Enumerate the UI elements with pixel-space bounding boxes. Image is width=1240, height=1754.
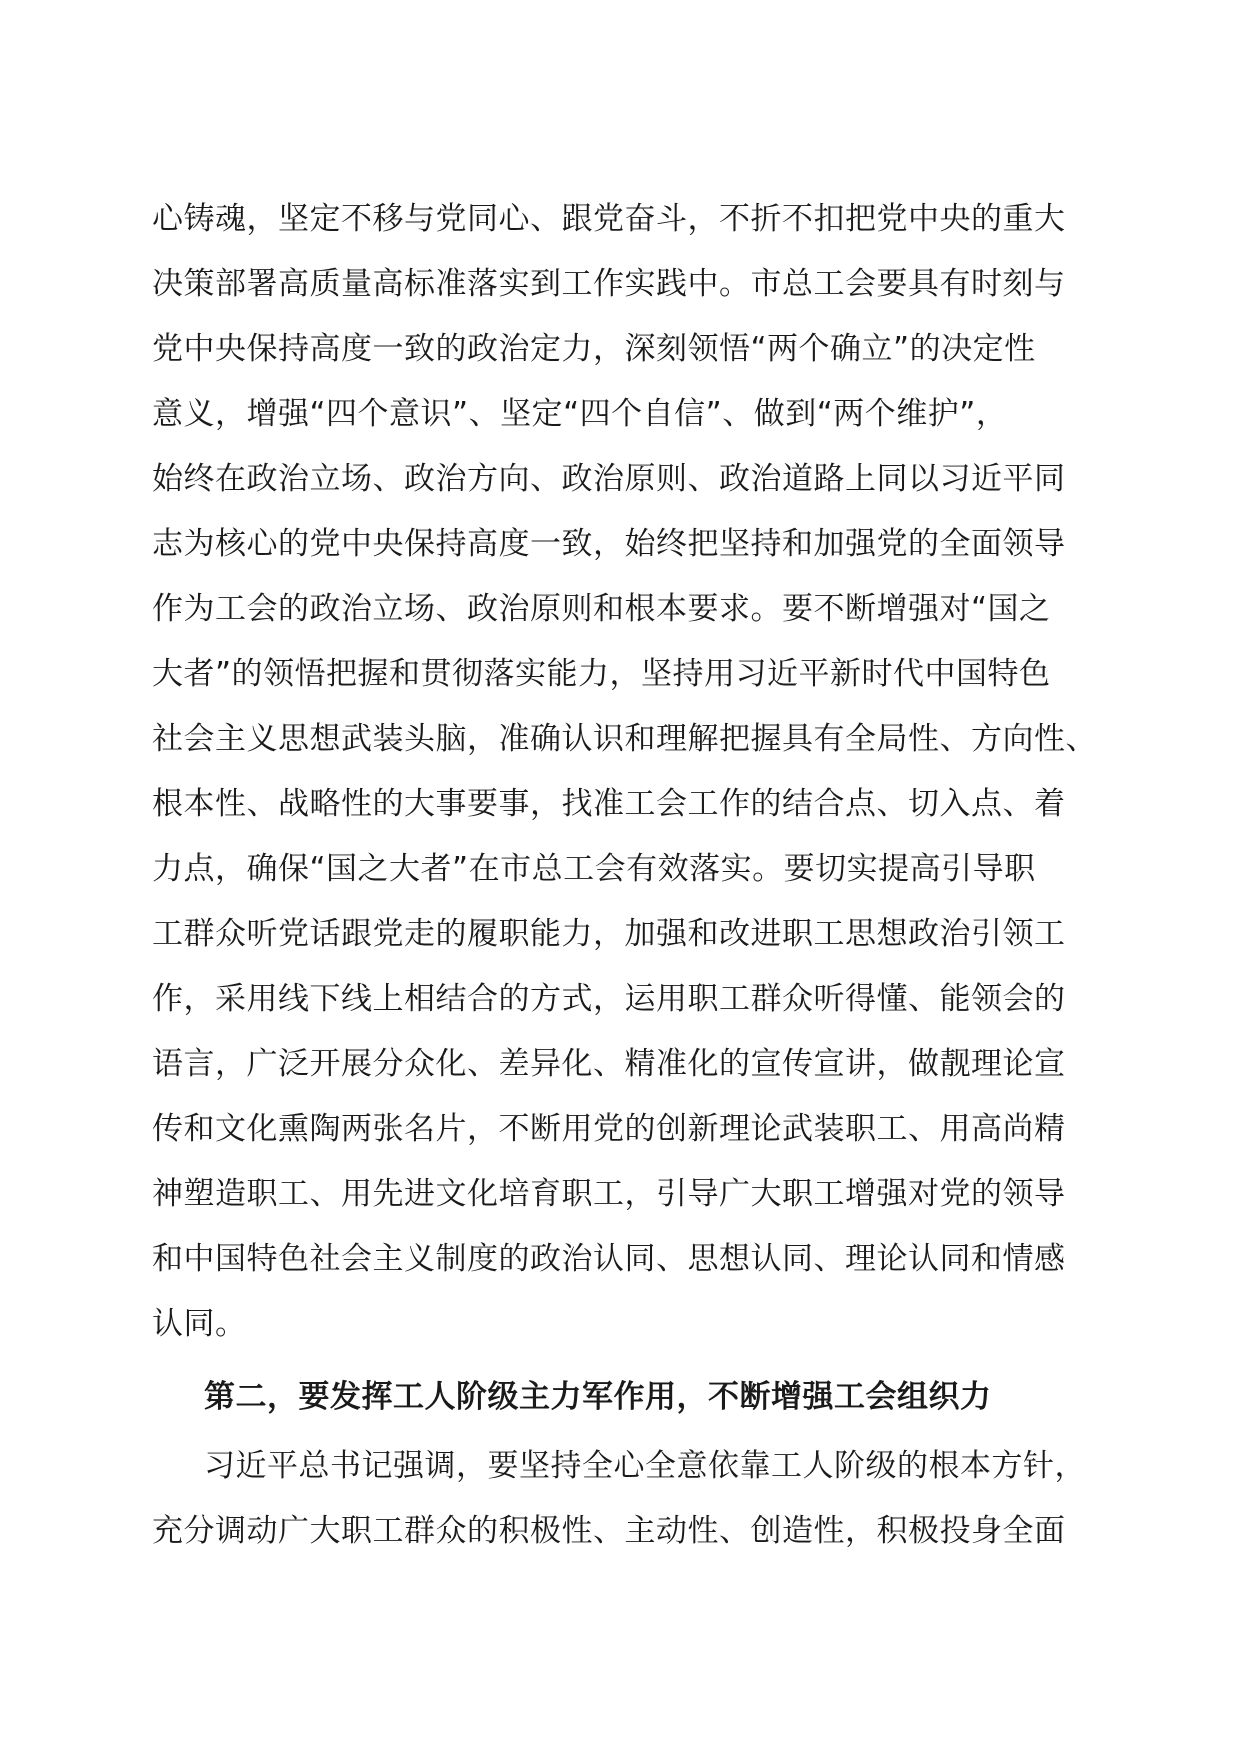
text-line: 认同。 [152, 1306, 247, 1342]
paragraph-continued [152, 187, 1097, 1357]
paragraph [152, 1434, 1092, 1564]
text-line: 根本性、战略性的大事要事，找准工会工作的结合点、切入点、着 [152, 786, 1066, 822]
text-line: 党中央保持高度一致的政治定力，深刻领悟“两个确立”的决定性 [152, 331, 1036, 367]
text-line: 工群众听党话跟党走的履职能力，加强和改进职工思想政治引领工 [152, 916, 1066, 952]
section-heading: 第二，要发挥工人阶级主力军作用，不断增强工会组织力 [204, 1379, 992, 1415]
text-line: 志为核心的党中央保持高度一致，始终把坚持和加强党的全面领导 [152, 526, 1066, 562]
text-line: 和中国特色社会主义制度的政治认同、思想认同、理论认同和情感 [152, 1241, 1066, 1277]
text-line: 决策部署高质量高标准落实到工作实践中。市总工会要具有时刻与 [152, 266, 1066, 302]
text-line: 力点，确保“国之大者”在市总工会有效落实。要切实提高引导职 [152, 851, 1036, 887]
text-line: 神塑造职工、用先进文化培育职工，引导广大职工增强对党的领导 [152, 1176, 1066, 1212]
text-line: 作为工会的政治立场、政治原则和根本要求。要不断增强对“国之 [152, 591, 1051, 627]
text-line: 习近平总书记强调，要坚持全心全意依靠工人阶级的根本方针， [204, 1448, 1086, 1484]
document-body [152, 187, 1097, 1564]
text-line: 作，采用线下线上相结合的方式，运用职工群众听得懂、能领会的 [152, 981, 1066, 1017]
text-line: 始终在政治立场、政治方向、政治原则、政治道路上同以习近平同 [152, 461, 1066, 497]
text-line: 心铸魂，坚定不移与党同心、跟党奋斗，不折不扣把党中央的重大 [152, 201, 1066, 237]
text-line: 传和文化熏陶两张名片，不断用党的创新理论武装职工、用高尚精 [152, 1111, 1066, 1147]
text-line: 语言，广泛开展分众化、差异化、精准化的宣传宣讲，做靓理论宣 [152, 1046, 1066, 1082]
text-line: 社会主义思想武装头脑，准确认识和理解把握具有全局性、方向性、 [152, 721, 1097, 757]
text-line: 大者”的领悟把握和贯彻落实能力，坚持用习近平新时代中国特色 [152, 656, 1051, 692]
text-line: 充分调动广大职工群众的积极性、主动性、创造性，积极投身全面 [152, 1513, 1066, 1549]
text-line: 意义，增强“四个意识”、坚定“四个自信”、做到“两个维护”， [152, 396, 1008, 432]
